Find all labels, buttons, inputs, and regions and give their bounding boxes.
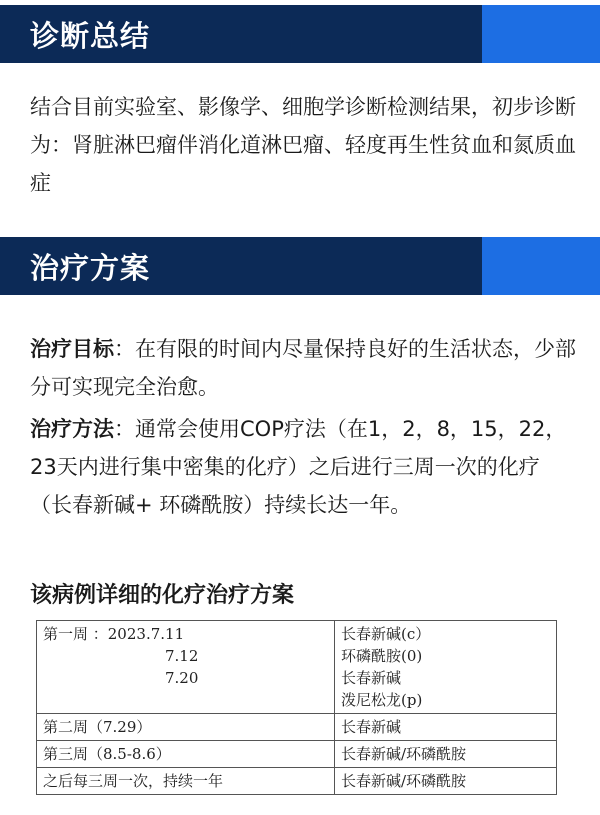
period-cell (37, 621, 335, 714)
table-row (37, 621, 557, 714)
drug-cell (335, 714, 557, 741)
treatment-method-text: ：通常会使用COP疗法（在1，2，8，15，22，23天内进行集中密集的化疗）之后进行三周一次的化疗（长春新碱+ 环磷酰胺）持续长达一年。 (30, 417, 567, 517)
drug-text: 长春新碱/环磷酰胺 (341, 745, 467, 763)
period-cell (37, 714, 335, 741)
period-text: 第一周 ：2023.7.11 (43, 625, 185, 643)
treatment-goal-text: ：在有限的时间内尽量保持良好的生活状态，少部分可实现完全治愈。 (30, 337, 576, 399)
period-text: 之后每三周一次，持续一年 (43, 772, 224, 790)
period-text: 第二周（7.29） (43, 718, 152, 736)
diagnosis-summary: 结合目前实验室、影像学、细胞学诊断检测结果，初步诊断为：肾脏淋巴瘤伴消化道淋巴瘤、轻度再生性贫血和氮质血症 (30, 95, 576, 195)
header-bar-accent (482, 237, 600, 295)
drug-text: 环磷酰胺(0) (341, 647, 423, 665)
section-header-diagnosis (0, 5, 600, 63)
drug-cell (335, 741, 557, 768)
header-bar-accent (482, 5, 600, 63)
chemo-table-title: 该病例详细的化疗治疗方案 (30, 583, 295, 608)
drug-text: 泼尼松龙(p) (341, 691, 423, 709)
section-header-treatment (0, 237, 600, 295)
treatment-goal-label: 治疗目标 (30, 337, 114, 361)
drug-text: 长春新碱 (341, 718, 402, 736)
drug-cell (335, 768, 557, 795)
period-cell (37, 768, 335, 795)
period-text: 第三周（8.5-8.6） (43, 745, 171, 763)
treatment-method (30, 410, 580, 524)
treatment-goal (30, 330, 580, 406)
drug-cell (335, 621, 557, 714)
chemo-plan-table (36, 620, 557, 795)
section-title-diagnosis: 诊断总结 (30, 18, 151, 53)
drug-text: 长春新碱/环磷酰胺 (341, 772, 467, 790)
period-date: 7.12 (165, 647, 199, 665)
drug-text: 长春新碱 (341, 669, 402, 687)
drug-text: 长春新碱(c） (341, 625, 431, 643)
period-date: 7.20 (165, 669, 199, 687)
table-row (37, 741, 557, 768)
table-row (37, 714, 557, 741)
period-cell (37, 741, 335, 768)
table-row (37, 768, 557, 795)
treatment-method-label: 治疗方法 (30, 417, 114, 441)
section-title-treatment: 治疗方案 (30, 250, 151, 285)
